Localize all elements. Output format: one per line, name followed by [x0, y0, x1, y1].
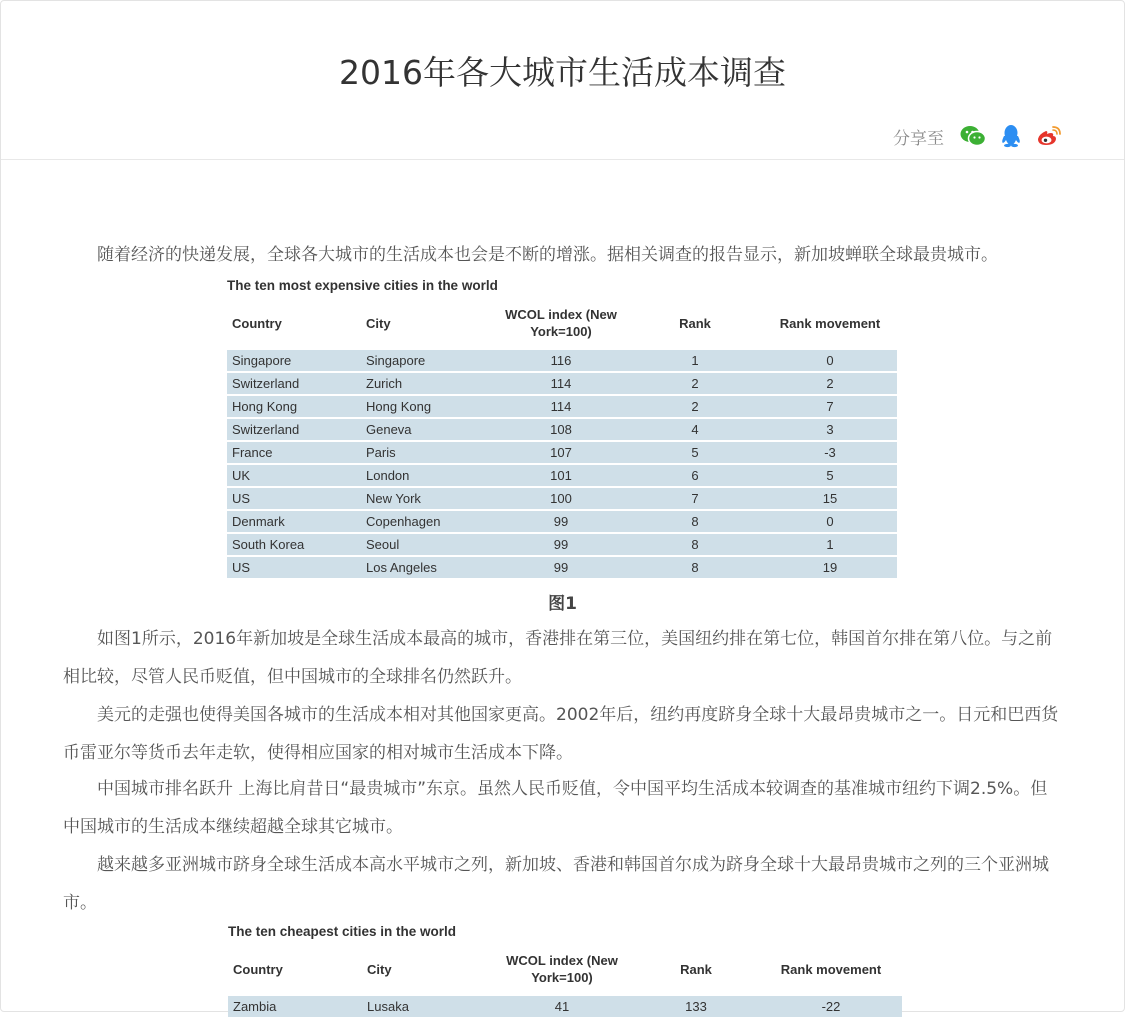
cell-city: Copenhagen	[366, 514, 441, 529]
cell-rank: 2	[691, 399, 699, 414]
cell-country: Switzerland	[232, 376, 300, 391]
col-city-header: City	[367, 961, 392, 977]
cell-rank-movement: 19	[822, 560, 838, 575]
cell-wcol-index: 41	[554, 999, 570, 1014]
col-wcol-header: WCOL index (New York=100)	[506, 953, 618, 985]
cell-rank: 8	[691, 537, 699, 552]
body-paragraph: 如图1所示，2016年新加坡是全球生活成本最高的城市，香港排在第三位，美国纽约排在第七位，韩国首尔排在第八位。与之前相比较，尽管人民币贬值，但中国城市的全球排名仍然跃升。	[63, 629, 1053, 687]
weibo-icon[interactable]	[1036, 125, 1062, 147]
table-row	[227, 350, 897, 371]
cell-city: Zurich	[366, 376, 403, 391]
cell-country: US	[232, 491, 251, 506]
table-header	[227, 296, 897, 350]
share-label: 分享至	[893, 128, 944, 149]
figure-caption: 图1	[548, 594, 577, 614]
table-row	[227, 373, 897, 394]
col-rank-header: Rank	[679, 315, 711, 331]
table-row	[227, 488, 897, 509]
cell-rank: 6	[691, 468, 699, 483]
cell-city: Geneva	[366, 422, 412, 437]
cell-rank: 4	[691, 422, 699, 437]
article-header	[1, 1, 1124, 160]
cell-city: Hong Kong	[366, 399, 432, 414]
cell-rank: 7	[691, 491, 699, 506]
cell-wcol-index: 99	[553, 537, 569, 552]
cell-rank-movement: 0	[826, 514, 834, 529]
col-wcol-header: WCOL index (New York=100)	[505, 307, 617, 339]
col-movement-header: Rank movement	[780, 961, 882, 977]
cell-rank: 2	[691, 376, 699, 391]
cell-wcol-index: 99	[553, 514, 569, 529]
table-row	[227, 419, 897, 440]
cell-city: Paris	[366, 445, 396, 460]
cell-wcol-index: 101	[550, 468, 572, 483]
table-header	[228, 942, 902, 996]
cell-rank-movement: 0	[826, 353, 834, 368]
cell-city: Seoul	[366, 537, 400, 552]
table-row	[227, 442, 897, 463]
col-country-header: Country	[232, 315, 282, 331]
cell-rank: 133	[685, 999, 707, 1014]
page-title: 2016年各大城市生活成本调查	[339, 53, 786, 92]
table-body	[228, 996, 902, 1017]
cell-country: UK	[232, 468, 251, 483]
intro-paragraph: 随着经济的快递发展，全球各大城市的生活成本也会是不断的增涨。据相关调查的报告显示，新加坡蝉联全球最贵城市。	[97, 245, 998, 265]
col-movement-header: Rank movement	[779, 315, 881, 331]
table-row	[227, 465, 897, 486]
body-paragraph: 中国城市排名跃升 上海比肩昔日“最贵城市”东京。虽然人民币贬值，令中国平均生活成本较调查的基准城市纽约下调2.5%。但中国城市的生活成本继续超越全球其它城市。	[63, 779, 1048, 837]
cell-rank: 1	[691, 353, 699, 368]
cell-rank-movement: 1	[826, 537, 834, 552]
cell-city: New York	[366, 491, 421, 506]
cell-country: Denmark	[232, 514, 285, 529]
cell-rank-movement: -3	[824, 445, 836, 460]
cell-rank-movement: 5	[826, 468, 834, 483]
cell-wcol-index: 114	[550, 376, 572, 391]
table-row	[227, 557, 897, 578]
cell-wcol-index: 107	[550, 445, 572, 460]
cell-city: Los Angeles	[366, 560, 437, 575]
cell-country: US	[232, 560, 251, 575]
cell-city: Singapore	[366, 353, 426, 368]
col-country-header: Country	[233, 961, 283, 977]
table-row	[227, 511, 897, 532]
table-body	[227, 350, 897, 578]
col-rank-header: Rank	[680, 961, 712, 977]
cell-country: Switzerland	[232, 422, 300, 437]
cell-country: South Korea	[232, 537, 305, 552]
cheapest-cities-table	[228, 922, 902, 1019]
cell-rank-movement: 2	[826, 376, 834, 391]
cell-rank-movement: 3	[826, 422, 834, 437]
cell-country: Hong Kong	[232, 399, 298, 414]
wechat-icon[interactable]	[960, 125, 986, 147]
cell-rank-movement: -22	[821, 999, 841, 1014]
expensive-cities-table	[227, 276, 897, 580]
table-title: The ten cheapest cities in the world	[228, 924, 457, 939]
cell-rank: 8	[691, 514, 699, 529]
cell-city: London	[366, 468, 410, 483]
cell-country: Singapore	[232, 353, 292, 368]
cell-country: Zambia	[233, 999, 277, 1014]
table-title: The ten most expensive cities in the world	[227, 278, 498, 293]
share-bar	[893, 121, 1062, 151]
cell-wcol-index: 108	[550, 422, 572, 437]
cell-rank: 5	[691, 445, 699, 460]
cell-city: Lusaka	[367, 999, 409, 1014]
body-paragraph: 美元的走强也使得美国各城市的生活成本相对其他国家更高。2002年后，纽约再度跻身全球十大最昂贵城市之一。日元和巴西货币雷亚尔等货币去年走软，使得相应国家的相对城市生活成本下降。	[63, 705, 1059, 763]
body-paragraph: 越来越多亚洲城市跻身全球生活成本高水平城市之列，新加坡、香港和韩国首尔成为跻身全球十大最昂贵城市之列的三个亚洲城市。	[63, 855, 1049, 913]
cell-rank-movement: 7	[826, 399, 834, 414]
cell-wcol-index: 114	[550, 399, 572, 414]
cell-country: France	[232, 445, 273, 460]
table-row	[227, 396, 897, 417]
cell-rank: 8	[691, 560, 699, 575]
cell-rank-movement: 15	[822, 491, 838, 506]
table-row	[228, 996, 902, 1017]
cell-wcol-index: 100	[550, 491, 572, 506]
table-row	[227, 534, 897, 555]
col-city-header: City	[366, 315, 391, 331]
qq-icon[interactable]	[1000, 124, 1022, 148]
cell-wcol-index: 116	[550, 353, 572, 368]
cell-wcol-index: 99	[553, 560, 569, 575]
